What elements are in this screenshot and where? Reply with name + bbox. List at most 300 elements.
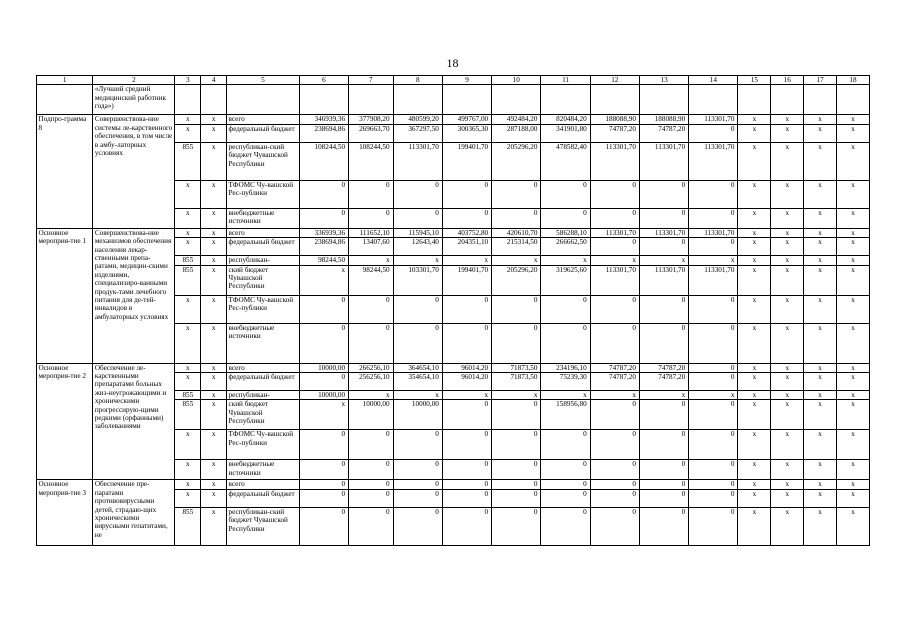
amount-cell: 336939,36 xyxy=(299,228,348,237)
code-cell: х xyxy=(771,295,804,323)
budget-table xyxy=(36,75,870,546)
amount-cell: 478582,40 xyxy=(541,142,590,180)
code-cell: х xyxy=(804,124,837,142)
amount-cell: 0 xyxy=(299,507,348,545)
amount-cell: 319625,60 xyxy=(541,265,590,295)
code-cell: х xyxy=(804,507,837,545)
code-cell: 855 xyxy=(175,507,201,545)
amount-cell: 492484,20 xyxy=(492,115,541,124)
amount-cell: х xyxy=(689,391,738,400)
code-cell: х xyxy=(837,265,870,295)
funding-source-cell: всего xyxy=(227,363,300,372)
amount-cell: 480599,20 xyxy=(393,115,442,124)
code-cell: х xyxy=(837,480,870,489)
code-cell: х xyxy=(804,430,837,460)
code-cell: х xyxy=(201,180,227,208)
amount-cell: х xyxy=(541,256,590,265)
header-cell: 12 xyxy=(590,76,639,85)
code-cell: х xyxy=(738,480,771,489)
description-cell: Совершенствова-ние механизмов обеспечения населения лекар-ственными препа-ратами, медицин-скими изделиями, специализиро-ванными продук-тами лечебного питания для де-тей-инвалидов в амбулаторных условиях xyxy=(93,228,175,363)
code-cell: х xyxy=(201,208,227,228)
code-cell: х xyxy=(804,460,837,480)
code-cell: х xyxy=(771,323,804,363)
code-cell: х xyxy=(837,363,870,372)
amount-cell: 0 xyxy=(689,480,738,489)
funding-source-cell: всего xyxy=(227,480,300,489)
amount-cell: 0 xyxy=(299,489,348,507)
header-cell: 8 xyxy=(393,76,442,85)
amount-cell: 0 xyxy=(349,430,394,460)
amount-cell: 341901,80 xyxy=(541,124,590,142)
amount-cell: 0 xyxy=(349,489,394,507)
amount-cell: 0 xyxy=(349,480,394,489)
code-cell: х xyxy=(201,115,227,124)
funding-source-cell: федеральный бюджет xyxy=(227,373,300,391)
amount-cell: 113301,70 xyxy=(639,265,688,295)
code-cell: х xyxy=(771,400,804,430)
amount-cell: 12643,40 xyxy=(393,238,442,256)
code-cell: х xyxy=(837,208,870,228)
amount-cell: 199401,70 xyxy=(442,142,491,180)
code-cell: х xyxy=(738,400,771,430)
code-cell: х xyxy=(738,507,771,545)
code-cell: х xyxy=(738,265,771,295)
amount-cell: 0 xyxy=(349,323,394,363)
code-cell: х xyxy=(201,228,227,237)
table-row xyxy=(37,228,870,237)
description-cell: «Лучший средний медицинский работник года») xyxy=(93,85,175,115)
amount-cell: 0 xyxy=(689,400,738,430)
amount-cell: 0 xyxy=(393,507,442,545)
code-cell: х xyxy=(201,256,227,265)
code-cell: х xyxy=(175,363,201,372)
amount-cell: 300365,30 xyxy=(442,124,491,142)
amount-cell: 98244,50 xyxy=(299,256,348,265)
amount-cell: 420610,70 xyxy=(492,228,541,237)
code-cell: 855 xyxy=(175,391,201,400)
code-cell: х xyxy=(175,238,201,256)
funding-source-cell: ТФОМС Чу-вашской Рес-публики xyxy=(227,295,300,323)
amount-cell: 0 xyxy=(393,460,442,480)
code-cell: х xyxy=(175,373,201,391)
amount-cell: 0 xyxy=(442,489,491,507)
amount-cell: 0 xyxy=(492,430,541,460)
amount-cell: 113301,70 xyxy=(393,142,442,180)
amount-cell: х xyxy=(492,256,541,265)
amount-cell: 820484,20 xyxy=(541,115,590,124)
code-cell: 855 xyxy=(175,400,201,430)
amount-cell: 74787,20 xyxy=(590,363,639,372)
code-cell: х xyxy=(738,391,771,400)
amount-cell: 364654,10 xyxy=(393,363,442,372)
amount-cell: 403752,80 xyxy=(442,228,491,237)
code-cell: х xyxy=(201,373,227,391)
code-cell: х xyxy=(738,208,771,228)
amount-cell: 0 xyxy=(689,208,738,228)
code-cell: х xyxy=(175,489,201,507)
amount-cell: 0 xyxy=(442,180,491,208)
code-cell: х xyxy=(804,373,837,391)
code-cell: х xyxy=(837,507,870,545)
amount-cell: 256256,10 xyxy=(349,373,394,391)
funding-source-cell xyxy=(227,85,300,115)
code-cell: 855 xyxy=(175,256,201,265)
amount-cell: 74787,20 xyxy=(639,124,688,142)
amount-cell: 0 xyxy=(689,507,738,545)
amount-cell: 113301,70 xyxy=(689,115,738,124)
amount-cell: 0 xyxy=(492,208,541,228)
amount-cell: 113301,70 xyxy=(689,228,738,237)
code-cell: х xyxy=(201,295,227,323)
code-cell: х xyxy=(201,124,227,142)
amount-cell: 71873,50 xyxy=(492,373,541,391)
code-cell: х xyxy=(837,180,870,208)
amount-cell: 499767,00 xyxy=(442,115,491,124)
amount-cell: х xyxy=(442,256,491,265)
code-cell: х xyxy=(738,180,771,208)
header-cell: 1 xyxy=(37,76,93,85)
funding-source-cell: ТФОМС Чу-вашской Рес-публики xyxy=(227,180,300,208)
code-cell: х xyxy=(804,489,837,507)
code-cell: х xyxy=(837,124,870,142)
amount-cell: 0 xyxy=(492,180,541,208)
amount-cell: 0 xyxy=(541,323,590,363)
amount-cell xyxy=(639,85,688,115)
header-cell: 7 xyxy=(349,76,394,85)
code-cell: х xyxy=(175,228,201,237)
amount-cell: 0 xyxy=(349,295,394,323)
code-cell: х xyxy=(804,391,837,400)
code-cell: х xyxy=(175,323,201,363)
amount-cell: 0 xyxy=(442,400,491,430)
amount-cell: 0 xyxy=(393,295,442,323)
amount-cell: х xyxy=(492,391,541,400)
amount-cell: х xyxy=(689,256,738,265)
amount-cell: 0 xyxy=(492,507,541,545)
amount-cell: 0 xyxy=(393,489,442,507)
amount-cell: х xyxy=(299,265,348,295)
description-cell: Обеспечение ле-карственными препаратами больных жиз-неугрожающими и хроническими прогрессирую-щими редкими (орфанными) заболеваниями xyxy=(93,363,175,480)
amount-cell: 205296,20 xyxy=(492,142,541,180)
amount-cell: 0 xyxy=(541,180,590,208)
code-cell: х xyxy=(771,208,804,228)
code-cell: х xyxy=(837,391,870,400)
code-cell: х xyxy=(201,400,227,430)
amount-cell: х xyxy=(393,256,442,265)
code-cell: х xyxy=(175,430,201,460)
amount-cell: 0 xyxy=(639,489,688,507)
amount-cell: 0 xyxy=(492,400,541,430)
amount-cell: х xyxy=(442,391,491,400)
amount-cell: 108244,50 xyxy=(299,142,348,180)
amount-cell: х xyxy=(639,256,688,265)
amount-cell: 0 xyxy=(442,480,491,489)
amount-cell: 113301,70 xyxy=(590,142,639,180)
code-cell: х xyxy=(201,142,227,180)
program-name-cell: Основное мероприя-тие 3 xyxy=(37,480,93,545)
amount-cell: 0 xyxy=(442,208,491,228)
header-cell: 10 xyxy=(492,76,541,85)
code-cell: х xyxy=(201,507,227,545)
code-cell: х xyxy=(771,115,804,124)
amount-cell: 10000,00 xyxy=(349,400,394,430)
amount-cell: 113301,70 xyxy=(639,228,688,237)
amount-cell: 0 xyxy=(590,460,639,480)
amount-cell: 0 xyxy=(541,295,590,323)
table-row xyxy=(37,85,870,115)
header-cell: 5 xyxy=(227,76,300,85)
code-cell: х xyxy=(175,115,201,124)
code-cell: 855 xyxy=(175,265,201,295)
amount-cell: 0 xyxy=(590,430,639,460)
amount-cell xyxy=(689,85,738,115)
code-cell xyxy=(804,85,837,115)
code-cell: х xyxy=(201,391,227,400)
amount-cell: 0 xyxy=(689,460,738,480)
amount-cell: 111652,10 xyxy=(349,228,394,237)
amount-cell: х xyxy=(590,256,639,265)
amount-cell: 0 xyxy=(639,180,688,208)
amount-cell: 103301,70 xyxy=(393,265,442,295)
amount-cell: 0 xyxy=(689,489,738,507)
amount-cell: 0 xyxy=(590,489,639,507)
code-cell: х xyxy=(738,430,771,460)
code-cell: х xyxy=(201,265,227,295)
code-cell: х xyxy=(175,460,201,480)
amount-cell: х xyxy=(299,400,348,430)
header-cell: 13 xyxy=(639,76,688,85)
amount-cell: 377908,20 xyxy=(349,115,394,124)
code-cell: х xyxy=(771,265,804,295)
amount-cell: 204351,10 xyxy=(442,238,491,256)
code-cell: х xyxy=(771,430,804,460)
amount-cell: 113301,70 xyxy=(639,142,688,180)
header-cell: 4 xyxy=(201,76,227,85)
code-cell: х xyxy=(837,489,870,507)
amount-cell: 0 xyxy=(299,480,348,489)
amount-cell: 0 xyxy=(639,480,688,489)
amount-cell: 0 xyxy=(442,507,491,545)
amount-cell: 0 xyxy=(299,373,348,391)
code-cell: х xyxy=(804,238,837,256)
code-cell: х xyxy=(771,180,804,208)
code-cell: х xyxy=(201,363,227,372)
funding-source-cell: республикан-ский бюджет Чувашской Республики xyxy=(227,507,300,545)
code-cell: х xyxy=(837,460,870,480)
amount-cell: 113301,70 xyxy=(590,265,639,295)
amount-cell: 0 xyxy=(442,295,491,323)
funding-source-cell: федеральный бюджет xyxy=(227,238,300,256)
amount-cell: 0 xyxy=(541,489,590,507)
code-cell: х xyxy=(771,460,804,480)
amount-cell: 0 xyxy=(492,489,541,507)
funding-source-cell: федеральный бюджет xyxy=(227,124,300,142)
amount-cell: 0 xyxy=(689,124,738,142)
amount-cell: 96014,20 xyxy=(442,373,491,391)
amount-cell: 0 xyxy=(393,180,442,208)
code-cell xyxy=(771,85,804,115)
amount-cell: 215314,50 xyxy=(492,238,541,256)
header-cell: 14 xyxy=(689,76,738,85)
funding-source-cell: федеральный бюджет xyxy=(227,489,300,507)
amount-cell: 0 xyxy=(639,507,688,545)
code-cell: х xyxy=(804,208,837,228)
amount-cell: 0 xyxy=(299,208,348,228)
funding-source-cell: ский бюджет Чувашской Республики xyxy=(227,265,300,295)
code-cell: х xyxy=(201,489,227,507)
amount-cell: 13407,60 xyxy=(349,238,394,256)
amount-cell xyxy=(590,85,639,115)
amount-cell: 113301,70 xyxy=(689,142,738,180)
amount-cell: 0 xyxy=(639,295,688,323)
code-cell: х xyxy=(804,228,837,237)
amount-cell: 0 xyxy=(689,295,738,323)
amount-cell: 238694,86 xyxy=(299,124,348,142)
amount-cell: 367297,50 xyxy=(393,124,442,142)
amount-cell: 0 xyxy=(639,460,688,480)
program-name-cell xyxy=(37,85,93,115)
amount-cell: 115945,10 xyxy=(393,228,442,237)
code-cell: х xyxy=(837,238,870,256)
amount-cell: 0 xyxy=(541,480,590,489)
code-cell: х xyxy=(804,363,837,372)
amount-cell: 71873,50 xyxy=(492,363,541,372)
code-cell: х xyxy=(738,489,771,507)
header-cell: 16 xyxy=(771,76,804,85)
code-cell: х xyxy=(738,238,771,256)
amount-cell: 0 xyxy=(349,460,394,480)
amount-cell: х xyxy=(349,256,394,265)
amount-cell: 0 xyxy=(541,430,590,460)
amount-cell: 0 xyxy=(349,180,394,208)
code-cell: х xyxy=(738,363,771,372)
code-cell: х xyxy=(837,142,870,180)
amount-cell: 0 xyxy=(299,430,348,460)
amount-cell: 158956,80 xyxy=(541,400,590,430)
code-cell: х xyxy=(771,142,804,180)
program-name-cell: Основное мероприя-тие 1 xyxy=(37,228,93,363)
code-cell: х xyxy=(804,180,837,208)
amount-cell: 188088,90 xyxy=(639,115,688,124)
header-row xyxy=(37,76,870,85)
code-cell: х xyxy=(804,256,837,265)
code-cell: х xyxy=(837,373,870,391)
code-cell: х xyxy=(771,391,804,400)
funding-source-cell: внебюджетные источники xyxy=(227,460,300,480)
amount-cell: 346939,36 xyxy=(299,115,348,124)
amount-cell: 0 xyxy=(639,430,688,460)
code-cell: х xyxy=(738,323,771,363)
funding-source-cell: ТФОМС Чу-вашской Рес-публики xyxy=(227,430,300,460)
code-cell xyxy=(175,85,201,115)
code-cell: х xyxy=(738,124,771,142)
code-cell: х xyxy=(804,265,837,295)
table-row xyxy=(37,480,870,489)
funding-source-cell: всего xyxy=(227,228,300,237)
code-cell xyxy=(837,85,870,115)
amount-cell: 0 xyxy=(639,323,688,363)
code-cell: х xyxy=(738,460,771,480)
amount-cell xyxy=(349,85,394,115)
code-cell: х xyxy=(804,142,837,180)
code-cell: х xyxy=(175,124,201,142)
page-number: 18 xyxy=(446,56,459,70)
code-cell: х xyxy=(201,430,227,460)
amount-cell: 0 xyxy=(639,238,688,256)
table-row xyxy=(37,363,870,372)
description-cell: Обеспечение пре-паратами противовирусными детей, страдаю-щих хроническими вирусными гепатитами, не xyxy=(93,480,175,545)
code-cell: х xyxy=(201,238,227,256)
code-cell: 855 xyxy=(175,142,201,180)
amount-cell: 266256,10 xyxy=(349,363,394,372)
amount-cell: х xyxy=(639,391,688,400)
amount-cell: 0 xyxy=(590,323,639,363)
amount-cell: 98244,50 xyxy=(349,265,394,295)
code-cell: х xyxy=(175,208,201,228)
amount-cell: 0 xyxy=(492,480,541,489)
amount-cell: 75239,30 xyxy=(541,373,590,391)
amount-cell: 0 xyxy=(299,460,348,480)
amount-cell: 0 xyxy=(541,460,590,480)
code-cell: х xyxy=(837,400,870,430)
amount-cell: 354654,10 xyxy=(393,373,442,391)
code-cell: х xyxy=(738,228,771,237)
amount-cell: 0 xyxy=(442,460,491,480)
amount-cell: 0 xyxy=(590,507,639,545)
funding-source-cell: внебюджетные источники xyxy=(227,208,300,228)
code-cell: х xyxy=(771,256,804,265)
amount-cell: 0 xyxy=(689,363,738,372)
code-cell: х xyxy=(837,228,870,237)
amount-cell: 0 xyxy=(541,507,590,545)
amount-cell: х xyxy=(349,391,394,400)
amount-cell: 0 xyxy=(442,323,491,363)
code-cell: х xyxy=(738,373,771,391)
funding-source-cell: всего xyxy=(227,115,300,124)
amount-cell: 10000,00 xyxy=(299,363,348,372)
amount-cell: 0 xyxy=(349,507,394,545)
code-cell: х xyxy=(837,115,870,124)
code-cell: х xyxy=(804,400,837,430)
code-cell: х xyxy=(201,480,227,489)
code-cell xyxy=(201,85,227,115)
code-cell: х xyxy=(201,323,227,363)
amount-cell: 0 xyxy=(442,430,491,460)
amount-cell: 0 xyxy=(590,238,639,256)
amount-cell: 0 xyxy=(299,323,348,363)
amount-cell: 205296,20 xyxy=(492,265,541,295)
code-cell: х xyxy=(771,238,804,256)
amount-cell: х xyxy=(541,391,590,400)
header-cell: 3 xyxy=(175,76,201,85)
amount-cell xyxy=(393,85,442,115)
header-cell: 17 xyxy=(804,76,837,85)
amount-cell: 287188,00 xyxy=(492,124,541,142)
code-cell: х xyxy=(837,323,870,363)
code-cell: х xyxy=(771,480,804,489)
amount-cell: 10000,00 xyxy=(393,400,442,430)
amount-cell: 113301,70 xyxy=(590,228,639,237)
amount-cell: 0 xyxy=(590,208,639,228)
code-cell xyxy=(738,85,771,115)
amount-cell: 108244,50 xyxy=(349,142,394,180)
amount-cell: 266662,50 xyxy=(541,238,590,256)
header-cell: 2 xyxy=(93,76,175,85)
amount-cell: 0 xyxy=(689,430,738,460)
header-cell: 15 xyxy=(738,76,771,85)
code-cell: х xyxy=(738,256,771,265)
program-name-cell: Подпро-грамма 8 xyxy=(37,115,93,228)
